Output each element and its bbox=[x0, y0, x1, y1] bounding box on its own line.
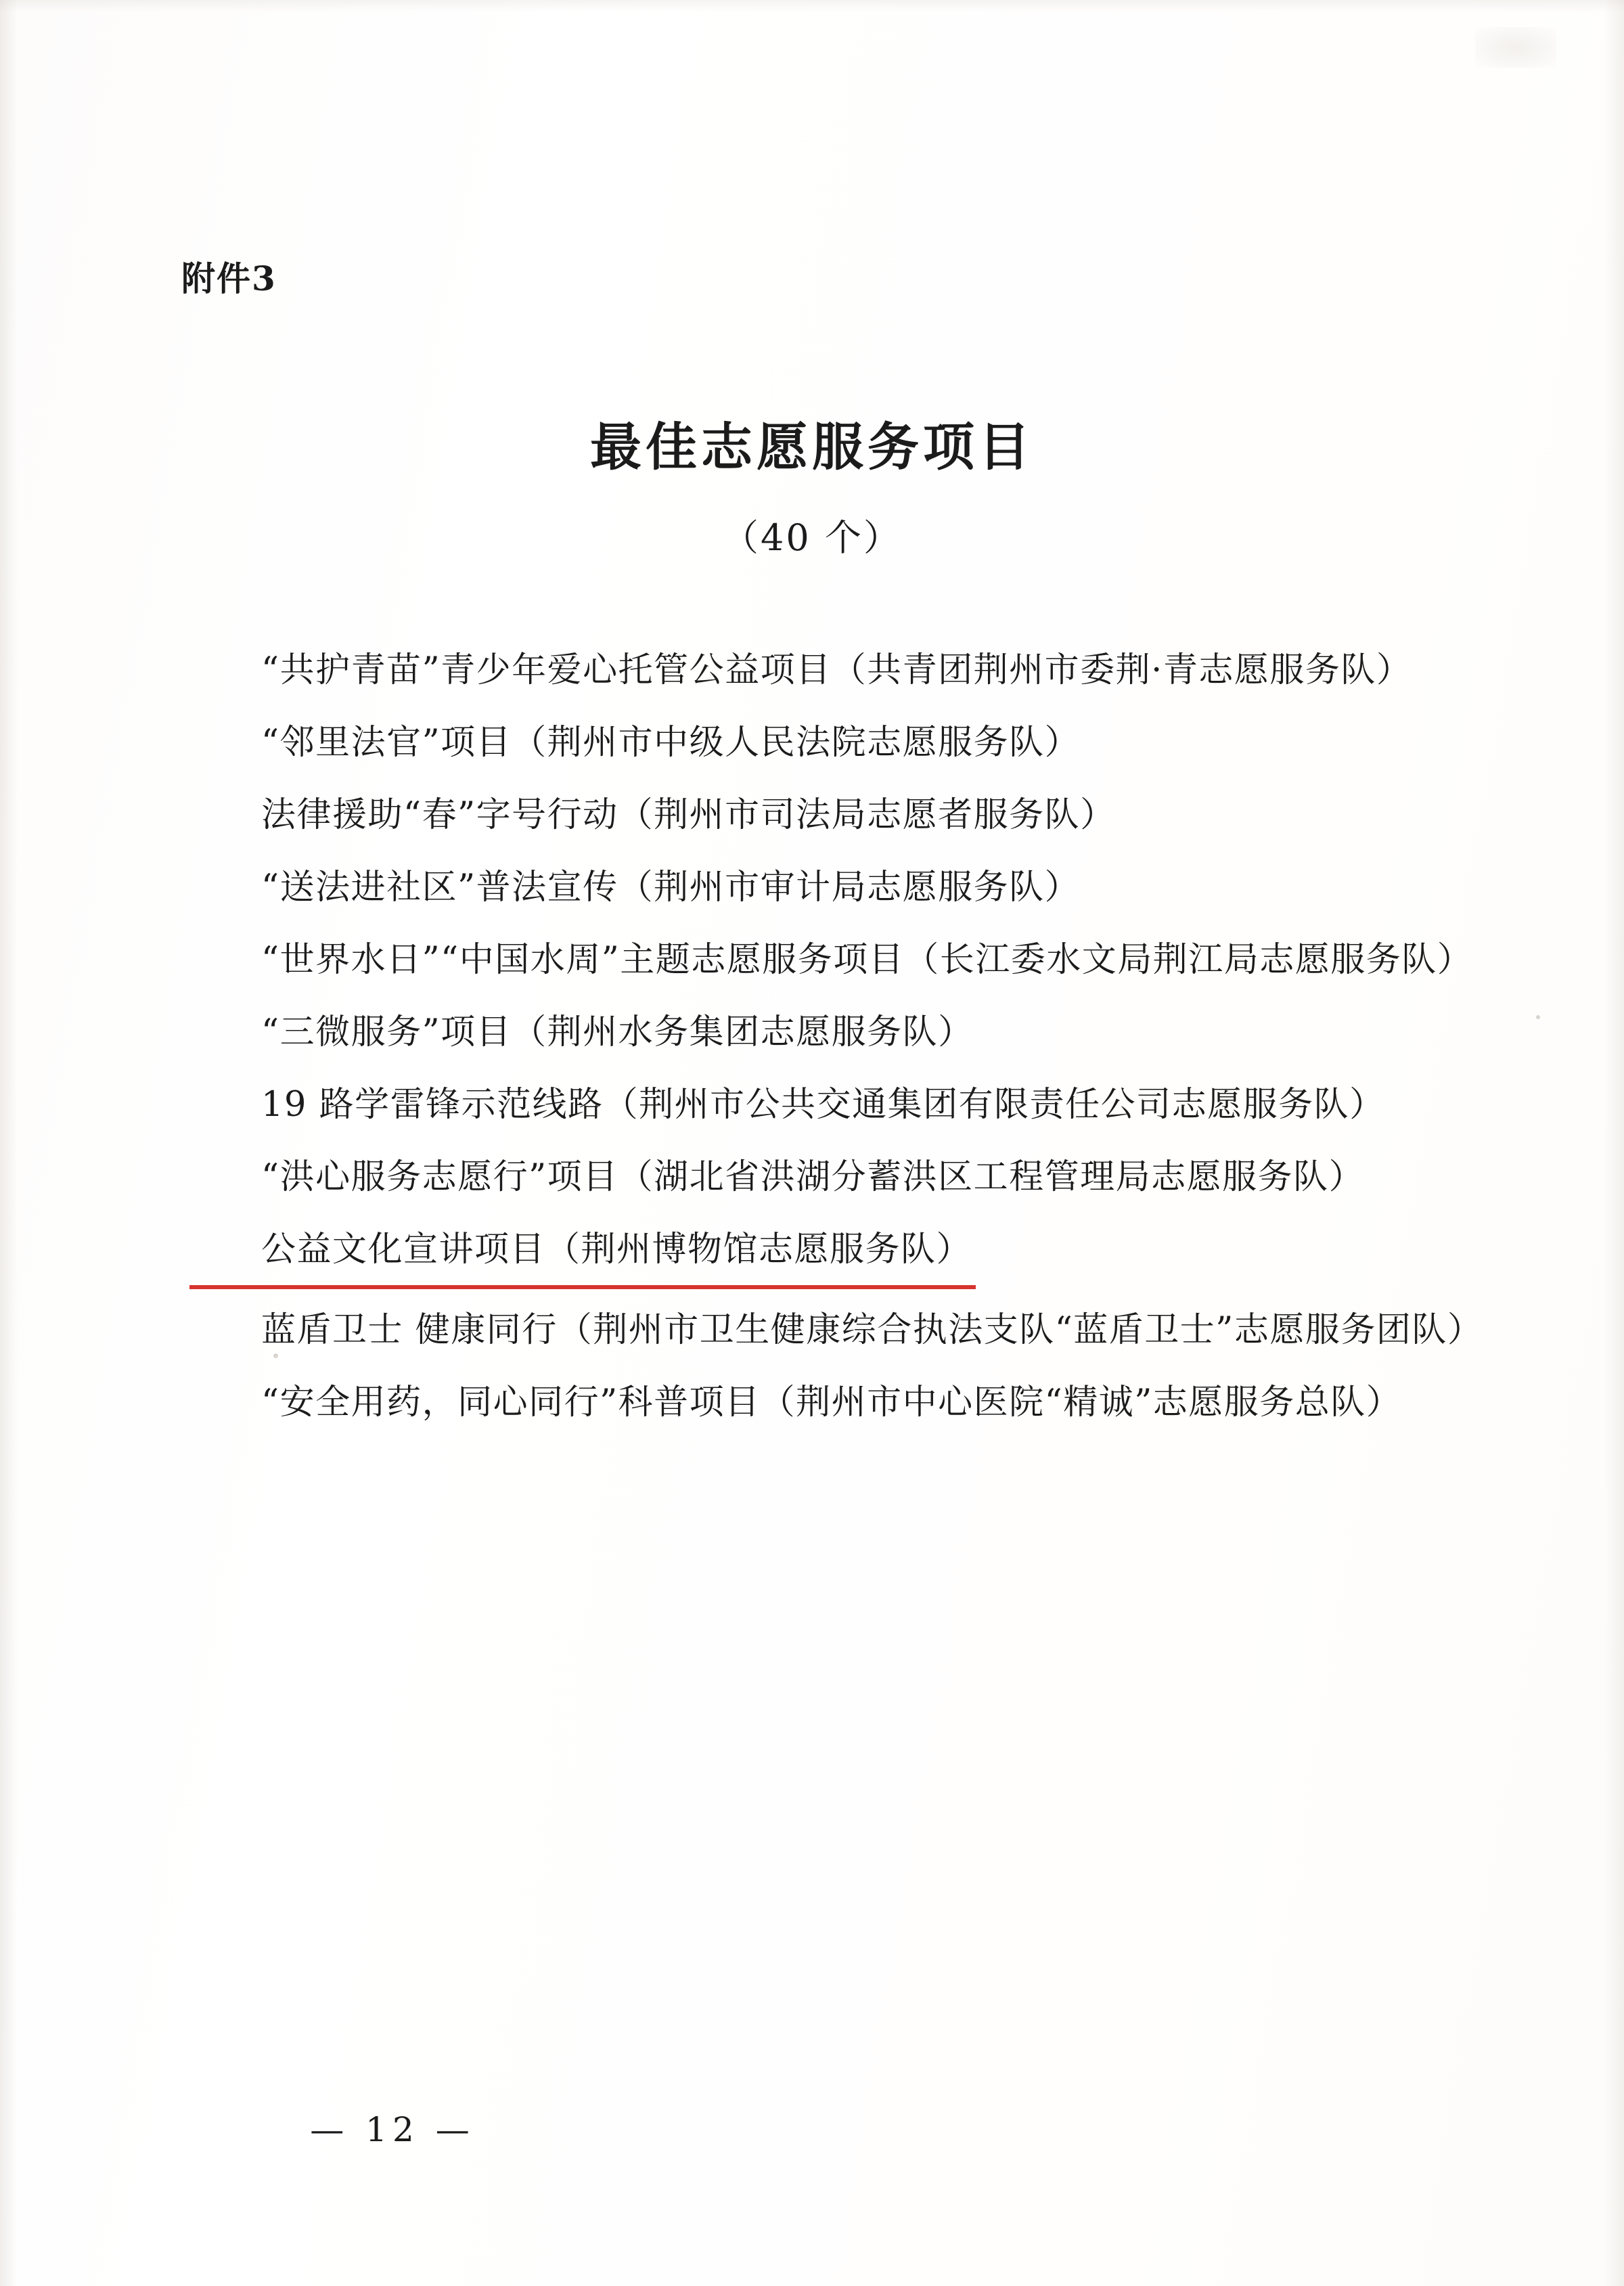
page-subtitle-count: （40 个） bbox=[722, 516, 902, 559]
list-item-highlighted-text: 公益文化宣讲项目（荆州博物馆志愿服务队） bbox=[189, 1215, 976, 1289]
list-item: 蓝盾卫士 健康同行（荆州市卫生健康综合执法支队“蓝盾卫士”志愿服务团队） bbox=[261, 1310, 1483, 1350]
list-item: “世界水日”“中国水周”主题志愿服务项目（长江委水文局荆江局志愿服务队） bbox=[261, 940, 1473, 980]
list-item: “邻里法官”项目（荆州市中级人民法院志愿服务队） bbox=[261, 723, 1081, 763]
list-item: “安全用药，同心同行”科普项目（荆州市中心医院“精诚”志愿服务总队） bbox=[261, 1383, 1402, 1422]
page-footer-number bbox=[0, 2110, 1624, 2149]
list-item: 19 路学雷锋示范线路（荆州市公共交通集团有限责任公司志愿服务队） bbox=[261, 1085, 1385, 1125]
list-item: 法律援助“春”字号行动（荆州市司法局志愿者服务队） bbox=[261, 795, 1116, 835]
list-item bbox=[189, 1215, 1475, 1296]
list-item: “洪心服务志愿行”项目（湖北省洪湖分蓄洪区工程管理局志愿服务队） bbox=[261, 1157, 1365, 1197]
page-title: 最佳志愿服务项目 bbox=[590, 417, 1034, 477]
scan-dot bbox=[273, 1353, 278, 1358]
list-item: “共护青苗”青少年爱心托管公益项目（共青团荆州市委荆·青志愿服务队） bbox=[261, 650, 1412, 690]
attachment-label: 附件3 bbox=[181, 259, 277, 298]
award-project-list bbox=[189, 636, 1483, 1441]
scan-dot bbox=[1536, 1015, 1540, 1019]
list-item: “三微服务”项目（荆州水务集团志愿服务队） bbox=[261, 1012, 974, 1052]
page-number-text: — 12 — bbox=[310, 2110, 475, 2149]
list-item: “送法进社区”普法宣传（荆州市审计局志愿服务队） bbox=[261, 868, 1081, 907]
